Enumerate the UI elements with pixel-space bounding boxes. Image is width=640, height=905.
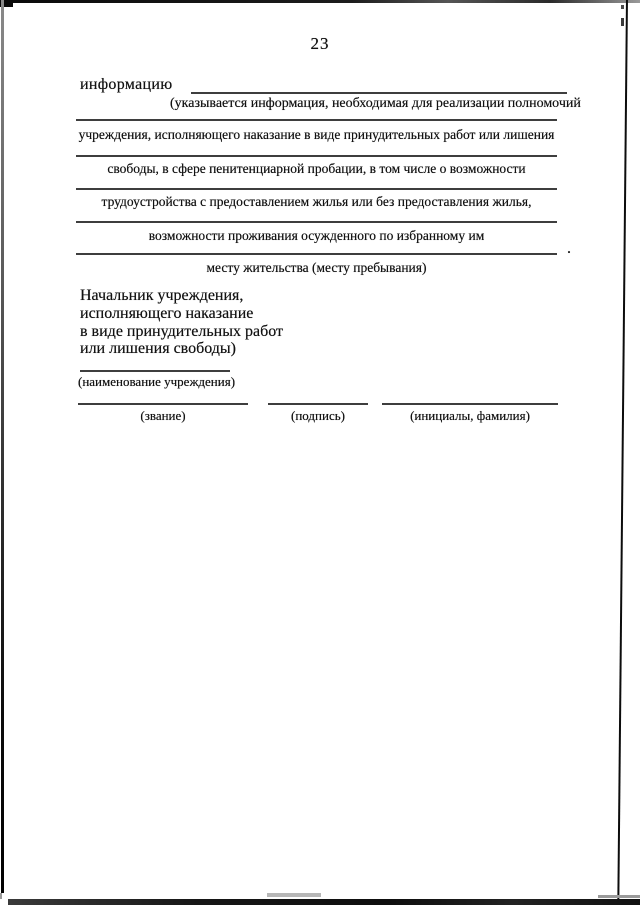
signatory-title-line: или лишения свободы) [80, 340, 237, 358]
fill-in-line-name [382, 403, 558, 405]
field-caption-signature: (подпись) [291, 408, 345, 423]
fill-in-line [76, 119, 557, 121]
fill-in-line-rank [78, 403, 248, 405]
field-caption-institution: (наименование учреждения) [78, 374, 236, 389]
signatory-title-block [80, 287, 283, 358]
scan-speck [621, 18, 624, 26]
signatory-title-line: в виде принудительных работ [80, 322, 284, 340]
scan-edge-bottom-gray [598, 895, 640, 898]
field-caption: трудоустройства с предоставлением жилья или без предоставления жилья, [101, 194, 532, 209]
field-caption: возможности проживания осужденного по избранному им [148, 228, 485, 243]
scan-edge-bottom [8, 899, 640, 905]
scan-edge-right [617, 0, 628, 905]
fill-in-line-signature [268, 403, 368, 405]
fill-in-line [76, 221, 557, 223]
fill-in-line [76, 188, 557, 190]
scan-speck [621, 5, 624, 9]
trailing-period: . [567, 240, 571, 257]
lead-word: информацию [80, 76, 173, 93]
field-caption-information: (указывается информация, необходимая для реализации полномочий [170, 96, 581, 111]
scan-edge-top [0, 0, 640, 3]
field-caption-name: (инициалы, фамилия) [410, 408, 530, 423]
page-number: 23 [310, 34, 330, 53]
field-caption: месту жительства (месту пребывания) [206, 260, 427, 275]
fill-in-line [76, 155, 557, 157]
field-caption: свободы, в сфере пенитенциарной пробации, в том числе о возможности [107, 161, 526, 176]
field-caption: учреждения, исполняющего наказание в виде принудительных работ или лишения [78, 127, 555, 142]
scan-edge-left-tail [0, 893, 2, 899]
signatory-title-line: Начальник учреждения, [80, 287, 244, 304]
fill-in-line-institution [80, 370, 230, 372]
fill-in-line [76, 253, 557, 255]
signatory-title-line: исполняющего наказание [80, 304, 254, 322]
fill-in-line-information [191, 92, 567, 94]
scan-edge-bottom-gray [267, 893, 321, 897]
scan-edge-left [1, 0, 4, 893]
field-caption-rank: (звание) [140, 408, 186, 423]
